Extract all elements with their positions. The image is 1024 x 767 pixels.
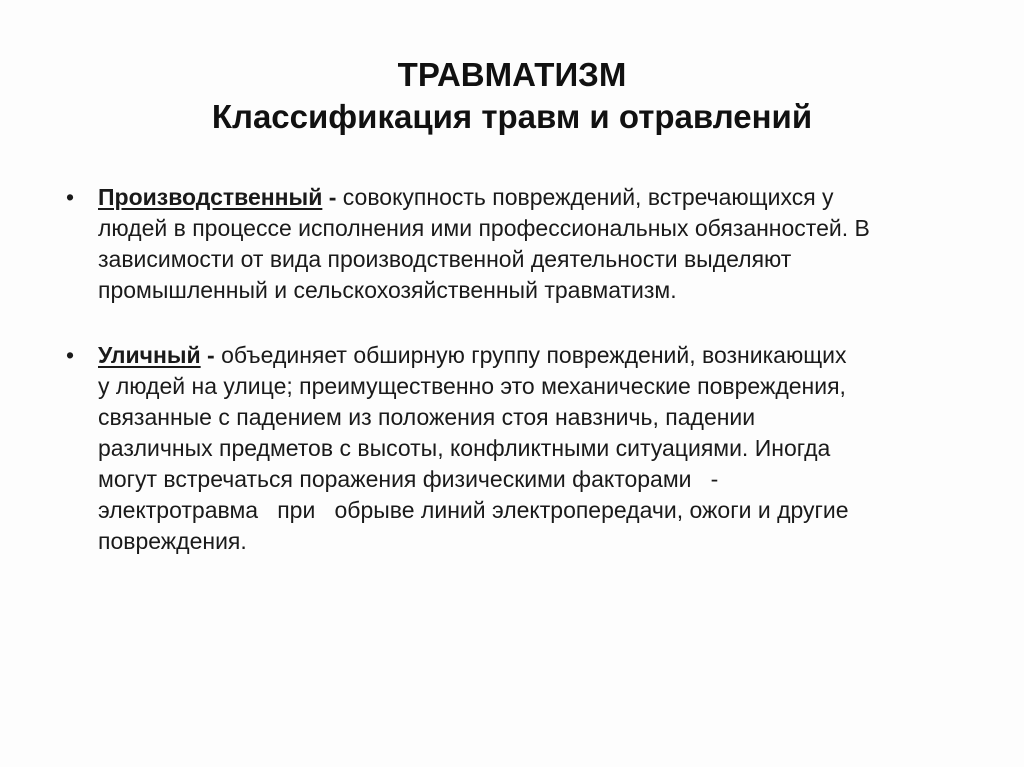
bullet-item-industrial bbox=[60, 182, 960, 306]
bullet-marker: • bbox=[65, 184, 75, 210]
bullet-line bbox=[98, 182, 960, 213]
bullet-term: Производственный bbox=[98, 184, 323, 210]
bullet-list bbox=[60, 182, 960, 557]
bullet-dash: - bbox=[328, 184, 337, 210]
bullet-text: у людей на улице; преимущественно это механические повреждения, bbox=[98, 373, 846, 399]
bullet-text: совокупность повреждений, встречающихся у bbox=[342, 184, 834, 210]
bullet-text: связанные с падением из положения стоя навзничь, падении bbox=[98, 404, 756, 430]
bullet-text: повреждения. bbox=[98, 528, 247, 554]
bullet-marker: • bbox=[65, 342, 75, 368]
bullet-term: Уличный bbox=[98, 342, 201, 368]
bullet-text: объединяет обширную группу повреждений, возникающих bbox=[221, 342, 847, 368]
bullet-text: людей в процессе исполнения ими профессиональных обязанностей. В bbox=[98, 215, 870, 241]
title-line-1: ТРАВМАТИЗМ bbox=[397, 56, 627, 93]
page-title bbox=[0, 54, 1024, 138]
bullet-text: промышленный и сельскохозяйственный травматизм. bbox=[98, 277, 677, 303]
bullet-text: могут встречаться поражения физическими факторами - bbox=[98, 466, 719, 492]
bullet-text: различных предметов с высоты, конфликтными ситуациями. Иногда bbox=[98, 435, 831, 461]
bullet-text: электротравма при обрыве линий электропередачи, ожоги и другие bbox=[98, 497, 849, 523]
bullet-item-street bbox=[60, 340, 960, 557]
title-line-2: Классификация травм и отравлений bbox=[211, 98, 813, 135]
bullet-text: зависимости от вида производственной деятельности выделяют bbox=[98, 246, 792, 272]
bullet-dash: - bbox=[207, 342, 215, 368]
bullet-line bbox=[98, 340, 960, 371]
